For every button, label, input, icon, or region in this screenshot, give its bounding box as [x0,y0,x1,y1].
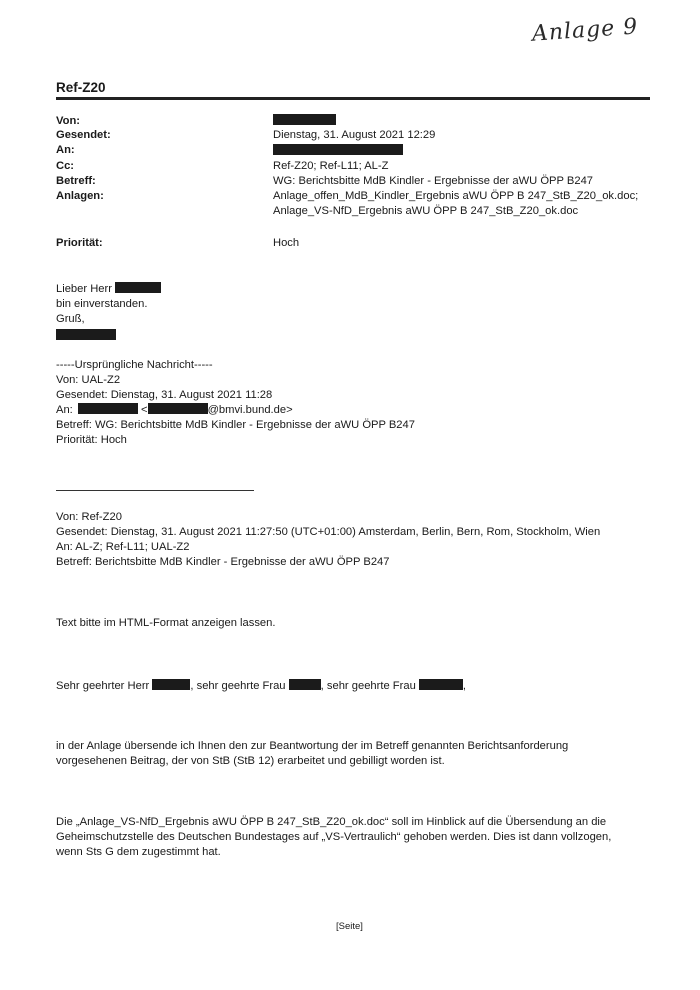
original1-gesendet: Gesendet: Dienstag, 31. August 2021 11:28 [56,389,273,401]
redaction-salutation-3 [419,679,463,690]
reply-greeting [56,282,161,296]
original2-betreff: Betreff: Berichtsbitte MdB Kindler - Ergebnisse der aWU ÖPP B247 [56,556,390,568]
page-marker: [Seite] [336,921,363,932]
html-format-note: Text bitte im HTML-Format anzeigen lassen. [56,617,276,629]
original2-gesendet: Gesendet: Dienstag, 31. August 2021 11:27:50 (UTC+01:00) Amsterdam, Berlin, Bern, Rom, Stockholm, Wien [56,526,601,538]
paragraph-2-line-3: wenn Sts G dem zugestimmt hat. [56,846,221,858]
original2-von: Von: Ref-Z20 [56,511,122,523]
paragraph-2-line-1: Die „Anlage_VS-NfD_Ergebnis aWU ÖPP B 247_StB_Z20_ok.doc“ soll im Hinblick auf die Übersendung an die [56,816,607,828]
anlagen-label: Anlagen: [56,190,104,202]
salutation-frau-2: , sehr geehrte Frau [320,680,416,692]
redaction-salutation-2 [289,679,321,690]
redaction-signature [56,329,116,340]
reply-closing: Gruß, [56,313,85,325]
gesendet-value: Dienstag, 31. August 2021 12:29 [273,129,436,141]
gesendet-label: Gesendet: [56,129,111,141]
original1-betreff: Betreff: WG: Berichtsbitte MdB Kindler - Ergebnisse der aWU ÖPP B247 [56,419,415,431]
salutation-frau-1: , sehr geehrte Frau [190,680,286,692]
cc-label: Cc: [56,160,75,172]
original1-von: Von: UAL-Z2 [56,374,121,386]
betreff-label: Betreff: [56,175,96,187]
prioritaet-value: Hoch [273,237,300,249]
original1-an [56,403,293,417]
handwritten-annotation: Anlage 9 [531,14,640,47]
original1-an-email-domain: @bmvi.bund.de> [207,404,293,416]
paragraph-2-line-2: Geheimschutzstelle des Deutschen Bundestages auf „VS-Vertraulich“ gehoben werden. Dies ist dann vollzogen, [56,831,612,843]
salutation-end: , [462,680,467,692]
von-label: Von: [56,115,81,127]
reply-body: bin einverstanden. [56,298,148,310]
redaction-salutation-1 [152,679,190,690]
redaction-an-email [148,403,208,414]
attachment-1[interactable]: Anlage_offen_MdB_Kindler_Ergebnis aWU ÖPP B 247_StB_Z20_ok.doc; [273,190,639,202]
prioritaet-label: Priorität: [56,237,103,249]
header-rule [56,97,650,100]
message-divider [56,490,254,491]
reply-greeting-text: Lieber Herr [56,283,112,295]
an-label: An: [56,144,75,156]
redaction-an-name [78,403,138,414]
paragraph-1-line-1: in der Anlage übersende ich Ihnen den zur Beantwortung der im Betreff genannten Berichtsanforderung [56,740,569,752]
redaction-von [273,114,336,125]
sender-title: Ref-Z20 [56,80,106,95]
original1-an-lt: < [141,404,148,416]
original1-prioritaet: Priorität: Hoch [56,434,127,446]
redaction-name [115,282,161,293]
attachment-2[interactable]: Anlage_VS-NfD_Ergebnis aWU ÖPP B 247_StB_Z20_ok.doc [273,205,579,217]
betreff-value: WG: Berichtsbitte MdB Kindler - Ergebnisse der aWU ÖPP B247 [273,175,594,187]
original1-an-prefix: An: [56,404,73,416]
original-separator: -----Ursprüngliche Nachricht----- [56,359,213,371]
original2-an: An: AL-Z; Ref-L11; UAL-Z2 [56,541,190,553]
redaction-an [273,144,403,155]
paragraph-1-line-2: vorgesehenen Beitrag, der von StB (StB 12) erarbeitet und gebilligt worden ist. [56,755,445,767]
cc-value: Ref-Z20; Ref-L11; AL-Z [273,160,389,172]
salutation [56,679,466,693]
salutation-herr: Sehr geehrter Herr [56,680,150,692]
